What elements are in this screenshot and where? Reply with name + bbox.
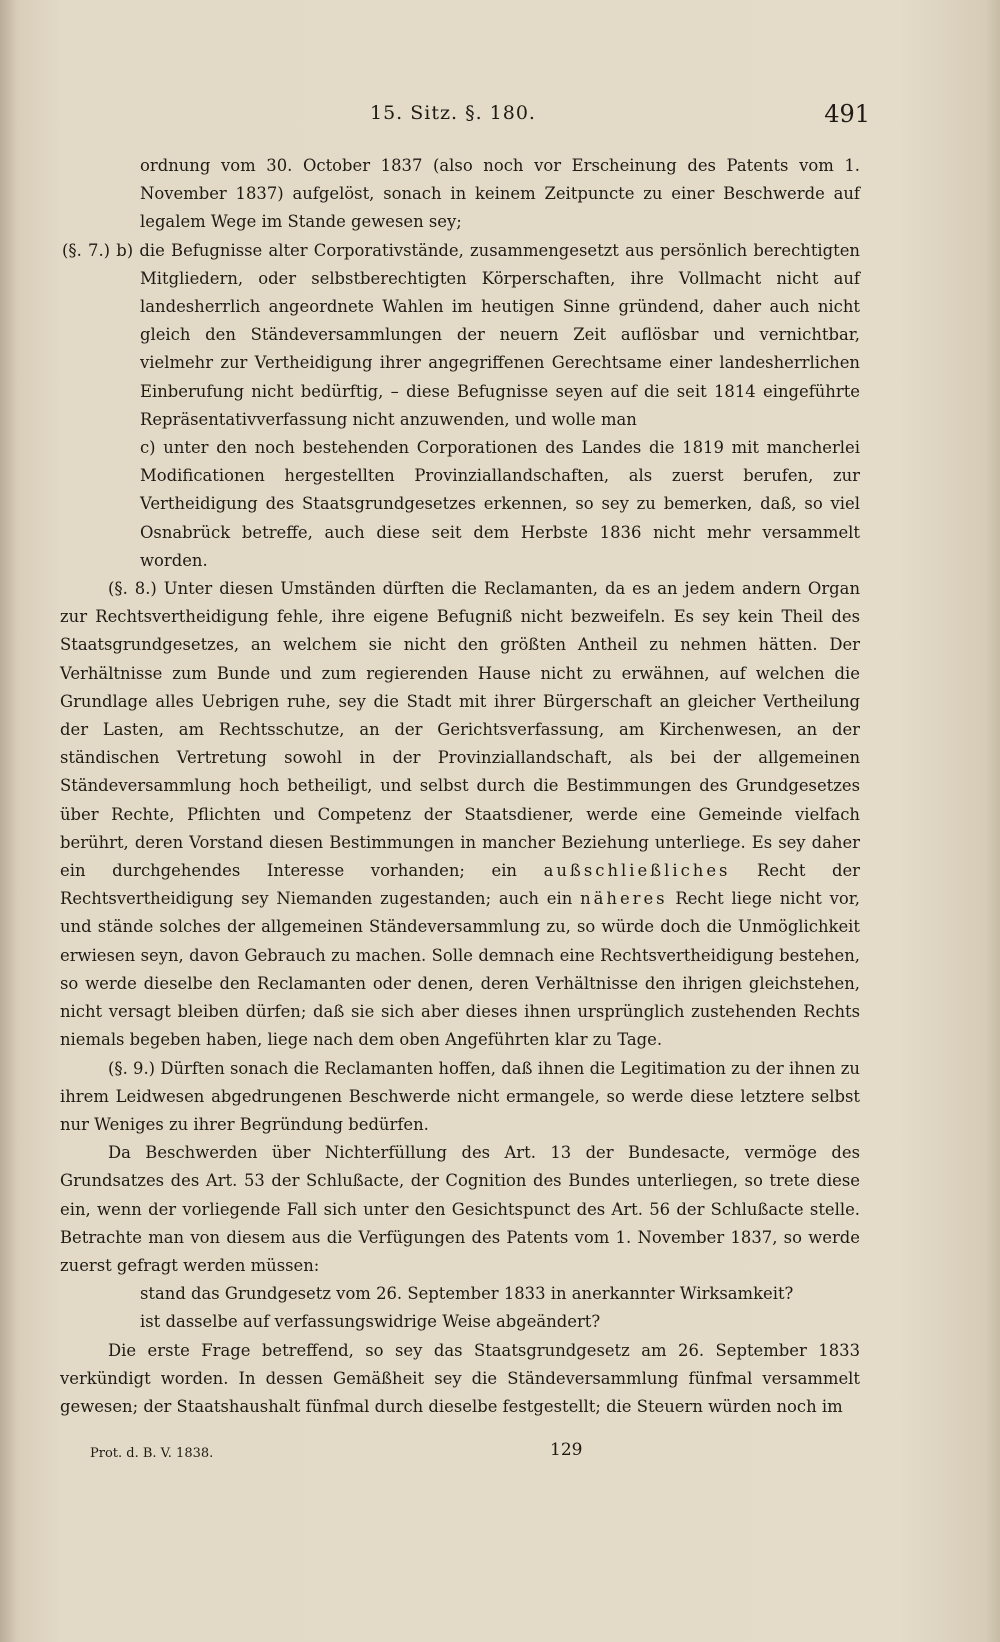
paragraph-last: Die erste Frage betreffend, so sey das Staatsgrundgesetz am 26. September 1833 verkündigt worden. In dessen Gemäßheit sey die Ständeversammlung fünfmal versammelt gewesen; der Staatshaushalt fünfmal durch dieselbe festgestellt; die Steuern würden noch im [60, 1340, 860, 1416]
body-text [60, 152, 860, 1421]
paragraph-section-7-c: c) unter den noch bestehenden Corporationen des Landes die 1819 mit mancherlei Modificationen hergestellten Provinziallandschaften, als zuerst berufen, zur Vertheidigung des Staatsgrundgesetzes erkennen, so sey zu bemerken, daß, so viel Osnabrück betreffe, auch diese seit dem Herbste 1836 nicht mehr versammelt worden. [140, 438, 860, 570]
footer-signature: Prot. d. B. V. 1838. [90, 1446, 214, 1461]
section-8-spaced-word-1: außschließliches [543, 861, 731, 881]
section-8-text-b: Recht der Rechtsvertheidigung sey Niemanden zugestanden; auch ein [60, 861, 861, 909]
paragraph-section-9: (§. 9.) Dürften sonach die Reclamanten hoffen, daß ihnen die Legitimation zu der ihnen zu ihrem Leidwesen abgedrungenen Beschwerde nicht ermangele, so werde diese letztere selbst nur Weniges zu ihrer Begründung bedürfen. [60, 1058, 860, 1134]
footer-sheet-number: 129 [550, 1440, 583, 1460]
question-2: ist dasselbe auf verfassungswidrige Weise abgeändert? [140, 1312, 601, 1332]
question-1: stand das Grundgesetz vom 26. September 1833 in anerkannter Wirksamkeit? [140, 1284, 794, 1304]
section-8-text-a: (§. 8.) Unter diesen Umständen dürften die Reclamanten, da es an jedem andern Organ zur Rechtsvertheidigung fehle, ihre eigene Befugniß nicht bezweifeln. Es sey kein Theil des Staatsgrundgesetzes, an welchem sie nicht den größten Antheil zu nehmen hätten. Der Verhältnisse zum Bunde und zum regierenden Hause nicht zu erwähnen, auf welchen die Grundlage alles Uebrigen ruhe, sey die Stadt mit ihrer Bürgerschaft an gleicher Vertheilung der Lasten, am Rechtsschutze, an der Gerichtsverfassung, am Kirchenwesen, an der ständischen Vertretung sowohl in der Provinziallandschaft, als bei der allgemeinen Ständeversammlung hoch betheiligt, und selbst durch die Bestimmungen des Grundgesetzes über Rechte, Pflichten und Competenz der Staatsdiener, werde eine Gemeinde vielfach berührt, deren Vorstand diesen Bestimmungen in mancher Beziehung unterliege. Es sey daher ein durchgehendes Interesse vorhanden; ein [60, 579, 860, 881]
page-number: 491 [824, 100, 870, 128]
paragraph-da: Da Beschwerden über Nichterfüllung des Art. 13 der Bundesacte, vermöge des Grundsatzes des Art. 53 der Schlußacte, der Cognition des Bundes unterliegen, so trete diese ein, wenn der vorliegende Fall sich unter den Gesichtspunct des Art. 56 der Schlußacte stelle. Betrachte man von diesem aus die Verfügungen des Patents vom 1. November 1837, so werde zuerst gefragt werden müssen: [60, 1143, 860, 1275]
section-8-text-c: Recht liege nicht vor, und stände solches der allgemeinen Ständeversammlung zu, so würde doch die Unmöglichkeit erwiesen seyn, davon Gebrauch zu machen. Solle demnach eine Rechtsvertheidigung bestehen, so werde dieselbe den Reclamanten oder denen, deren Verhältnisse den ihrigen gleichstehen, nicht versagt bleiben dürfen; daß sie sich aber dieses ihnen ursprünglich zustehenden Rechts niemals begeben haben, liege nach dem oben Angeführten klar zu Tage. [60, 889, 860, 1050]
page-header [140, 92, 870, 132]
paragraph-section-7-b: (§. 7.) b) die Befugnisse alter Corporativstände, zusammengesetzt aus persönlich berechtigten Mitgliedern, oder selbstberechtigten Körperschaften, ihre Vollmacht nicht auf landesherrlich angeordnete Wahlen im heutigen Sinne gründend, daher auch nicht gleich den Ständeversammlungen der neuern Zeit auflösbar und vernichtbar, vielmehr zur Vertheidigung ihrer angegriffenen Gerechtsame einer landesherrlichen Einberufung nicht bedürftig, – diese Befugnisse seyen auf die seit 1814 eingeführte Repräsentativverfassung nicht anzuwenden, und wolle man [62, 240, 860, 429]
paragraph-section-8 [60, 575, 860, 1054]
section-8-spaced-word-2: näheres [580, 889, 668, 909]
paragraph-continuation: ordnung vom 30. October 1837 (also noch vor Erscheinung des Patents vom 1. November 1837) aufgelöst, sonach in keinem Zeitpuncte zu einer Beschwerde auf legalem Wege im Stande gewesen sey; [140, 156, 860, 232]
running-head: 15. Sitz. §. 180. [370, 102, 536, 124]
page-footer [60, 1440, 860, 1470]
